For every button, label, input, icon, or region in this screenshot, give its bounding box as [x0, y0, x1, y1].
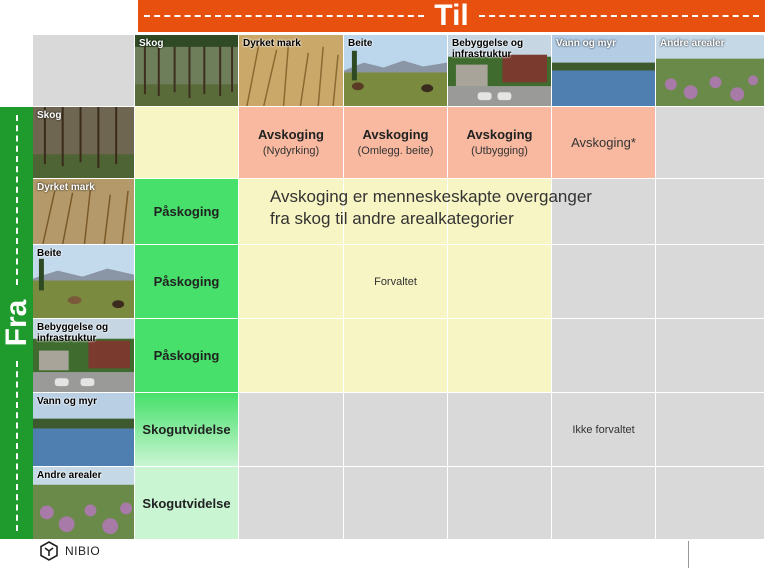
cell-vann-og-myr-andre-arealer [656, 393, 765, 467]
cell-vann-og-myr-beite [344, 393, 448, 467]
cell-andre-arealer-andre-arealer [656, 467, 765, 540]
cell-vann-og-myr-dyrket-mark [239, 393, 344, 467]
cell-bebyggelse-vann-og-myr [552, 319, 656, 393]
fra-label: Fra [0, 299, 33, 347]
cell-beite-dyrket-mark [239, 245, 344, 319]
cell-bebyggelse-dyrket-mark [239, 319, 344, 393]
col-header-dyrket-mark [239, 35, 344, 107]
col-header-label: Skog [139, 38, 164, 49]
cell-skog-vann-og-myr [552, 107, 656, 179]
cell-andre-arealer-skog [135, 467, 239, 540]
row-header-dyrket-mark [33, 179, 135, 245]
cell-andre-arealer-dyrket-mark [239, 467, 344, 540]
fra-banner [0, 107, 33, 539]
nibio-logo-icon [39, 541, 59, 561]
row-header-bebyggelse [33, 319, 135, 393]
cell-beite-bebyggelse [448, 245, 552, 319]
col-header-vann-og-myr [552, 35, 656, 107]
cell-title: Påskoging [153, 274, 220, 289]
cell-vann-og-myr-bebyggelse [448, 393, 552, 467]
cell-title: Avskoging [362, 127, 429, 142]
col-header-label: Vann og myr [556, 38, 617, 49]
cell-dyrket-mark-andre-arealer [656, 179, 765, 245]
col-header-label: Beite [348, 38, 373, 49]
forvaltet-label: Forvaltet [374, 275, 417, 288]
cell-andre-arealer-vann-og-myr [552, 467, 656, 540]
cell-bebyggelse-bebyggelse [448, 319, 552, 393]
row-header-skog [33, 107, 135, 179]
cell-skog-beite [344, 107, 448, 179]
cell-title: Påskoging [153, 204, 220, 219]
dash-decoration [16, 361, 18, 531]
cell-title: Avskoging [258, 127, 324, 142]
row-header-vann-og-myr [33, 393, 135, 467]
cell-beite-skog [135, 245, 239, 319]
cell-dyrket-mark-skog [135, 179, 239, 245]
cell-title: Avskoging* [571, 134, 636, 150]
dash-decoration [479, 15, 759, 17]
row-header-andre-arealer [33, 467, 135, 540]
col-header-label: Dyrket mark [243, 38, 301, 49]
col-header-skog [135, 35, 239, 107]
cell-title: Avskoging [466, 127, 533, 142]
col-header-bebyggelse [448, 35, 552, 107]
row-header-label: Bebyggelse og infrastruktur [37, 322, 109, 344]
col-header-label: Andre arealer [660, 38, 725, 49]
cell-beite-andre-arealer [656, 245, 765, 319]
cell-bebyggelse-andre-arealer [656, 319, 765, 393]
transition-matrix [33, 35, 765, 540]
cell-bebyggelse-skog [135, 319, 239, 393]
cell-title: Skogutvidelse [142, 422, 231, 437]
col-header-label: Bebyggelse og infrastruktur [452, 38, 524, 60]
cell-skog-bebyggelse [448, 107, 552, 179]
cell-bebyggelse-beite [344, 319, 448, 393]
row-header-label: Beite [37, 248, 62, 259]
dash-decoration [144, 15, 424, 17]
cell-skog-skog [135, 107, 239, 179]
corner-cell [33, 35, 135, 107]
col-header-beite [344, 35, 448, 107]
row-header-label: Andre arealer [37, 470, 102, 481]
til-label: Til [434, 0, 469, 32]
cell-subtitle: (Nydyrking) [262, 145, 320, 157]
cell-skog-andre-arealer [656, 107, 765, 179]
cell-subtitle: (Omlegg. beite) [357, 145, 434, 157]
cell-andre-arealer-beite [344, 467, 448, 540]
nibio-logo [39, 541, 100, 561]
logo-text: NIBIO [65, 544, 101, 558]
cell-vann-og-myr-vann-og-myr [552, 393, 656, 467]
dash-decoration [16, 115, 18, 285]
divider [688, 541, 689, 568]
row-header-label: Vann og myr [37, 396, 98, 407]
col-header-andre-arealer [656, 35, 765, 107]
cell-andre-arealer-bebyggelse [448, 467, 552, 540]
annotation-text: Avskoging er menneskeskapte overganger fra skog til andre arealkategorier [270, 187, 592, 228]
cell-beite-vann-og-myr [552, 245, 656, 319]
cell-title: Påskoging [153, 348, 220, 363]
til-banner [138, 0, 765, 32]
row-header-beite [33, 245, 135, 319]
cell-skog-dyrket-mark [239, 107, 344, 179]
cell-beite-beite [344, 245, 448, 319]
row-header-label: Dyrket mark [37, 182, 95, 193]
cell-vann-og-myr-skog [135, 393, 239, 467]
ikke-forvaltet-label: Ikke forvaltet [572, 423, 635, 436]
row-header-label: Skog [37, 110, 62, 121]
cell-title: Skogutvidelse [142, 495, 231, 511]
cell-subtitle: (Utbygging) [471, 145, 528, 157]
